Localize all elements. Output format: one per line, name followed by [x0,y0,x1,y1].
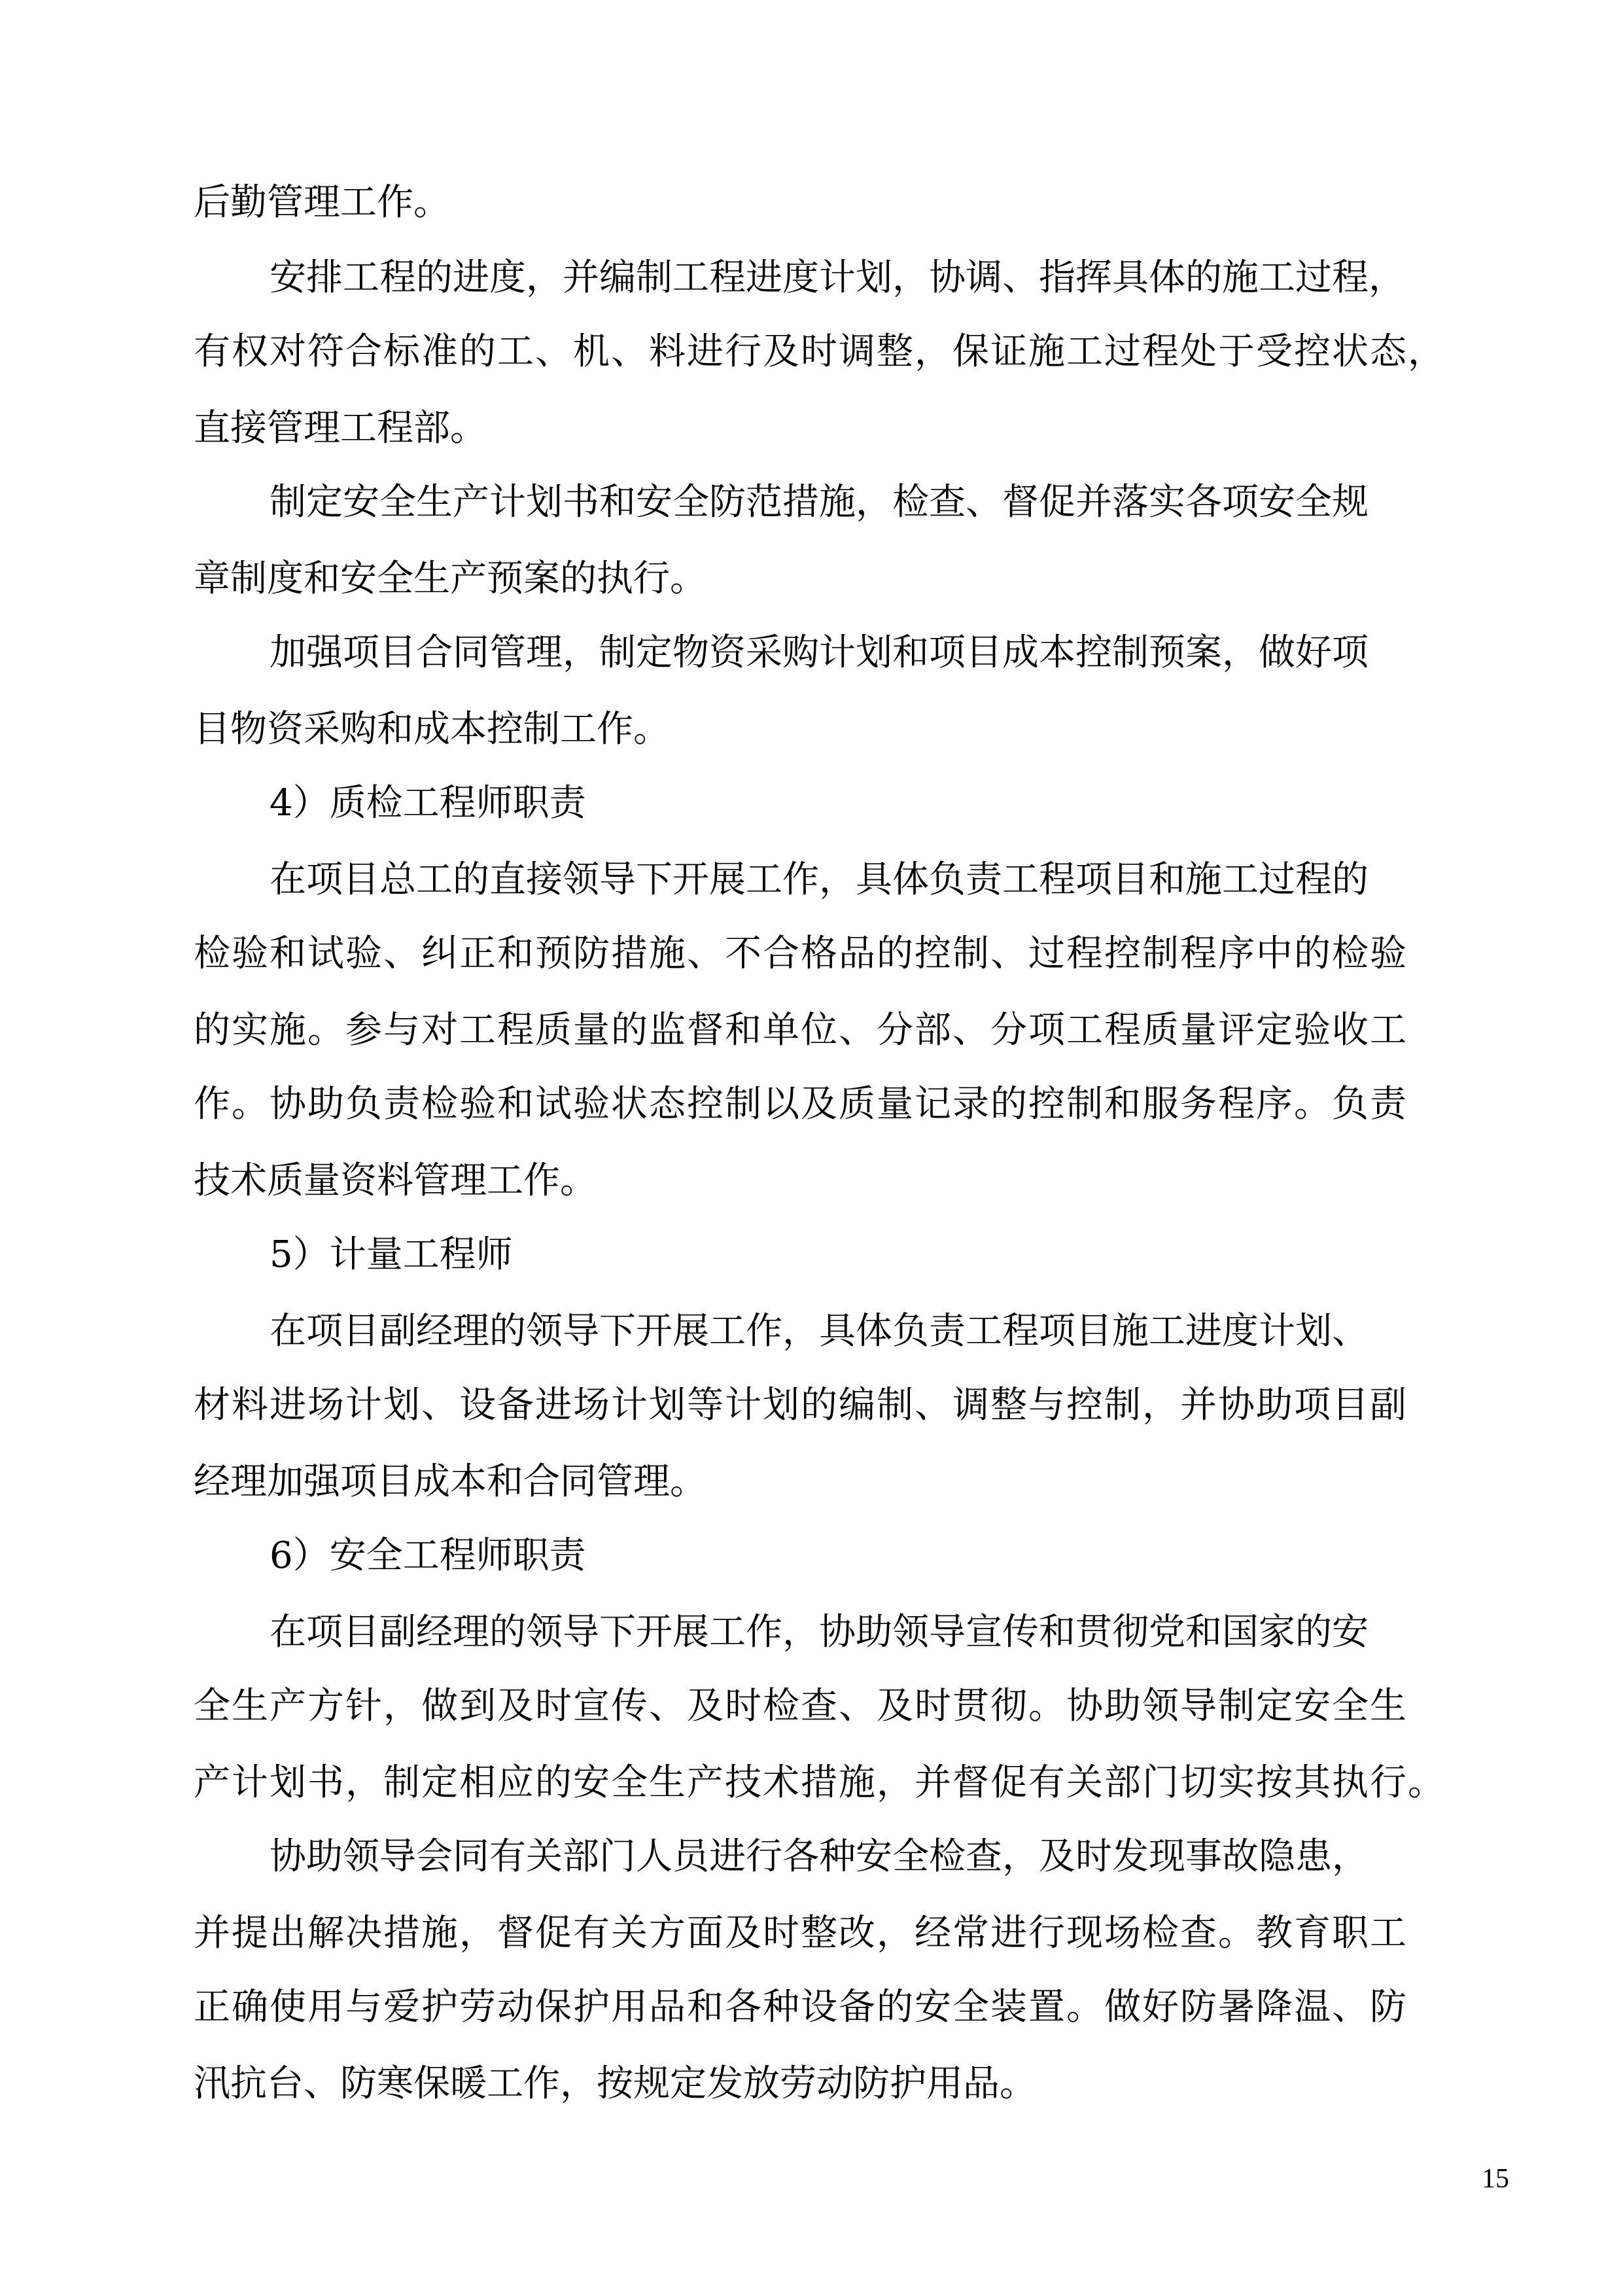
text-line: 后勤管理工作。 [194,181,450,224]
text-line: 产计划书，制定相应的安全生产技术措施，并督促有关部门切实按其执行。 [194,1761,1446,1804]
text-line: 全生产方针，做到及时宣传、及时检查、及时贯彻。协助领导制定安全生 [194,1685,1408,1727]
text-line: 在项目副经理的领导下开展工作，具体负责工程项目施工进度计划、 [270,1310,1369,1352]
text-line: 在项目副经理的领导下开展工作，协助领导宣传和贯彻党和国家的安 [270,1611,1369,1653]
text-line: 经理加强项目成本和合同管理。 [194,1460,707,1503]
section-heading: 4）质检工程师职责 [270,782,586,824]
text-line: 目物资采购和成本控制工作。 [194,708,670,751]
text-line: 制定安全生产计划书和安全防范措施，检查、督促并落实各项安全规 [270,481,1369,523]
text-line: 汛抗台、防寒保暖工作，按规定发放劳动防护用品。 [194,2062,1036,2105]
text-line: 的实施。参与对工程质量的监督和单位、分部、分项工程质量评定验收工 [194,1009,1408,1051]
text-line: 协助领导会同有关部门人员进行各种安全检查，及时发现事故隐患， [270,1835,1369,1878]
section-heading: 5）计量工程师 [270,1233,513,1276]
text-line: 安排工程的进度，并编制工程进度计划，协调、指挥具体的施工过程， [270,256,1405,299]
page-number: 15 [1482,2164,1509,2194]
text-line: 作。协助负责检验和试验状态控制以及质量记录的控制和服务程序。负责 [194,1083,1408,1125]
text-line: 材料进场计划、设备进场计划等计划的编制、调整与控制，并协助项目副 [194,1384,1408,1426]
text-line: 有权对符合标准的工、机、料进行及时调整，保证施工过程处于受控状态， [194,330,1446,373]
text-line: 检验和试验、纠正和预防措施、不合格品的控制、过程控制程序中的检验 [194,932,1408,975]
text-line: 章制度和安全生产预案的执行。 [194,557,707,600]
text-line: 加强项目合同管理，制定物资采购计划和项目成本控制预案，做好项 [270,631,1369,674]
text-line: 并提出解决措施，督促有关方面及时整改，经常进行现场检查。教育职工 [194,1912,1408,1954]
text-line: 在项目总工的直接领导下开展工作，具体负责工程项目和施工过程的 [270,858,1369,901]
text-line: 技术质量资料管理工作。 [194,1159,597,1202]
section-heading: 6）安全工程师职责 [270,1534,586,1577]
text-line: 正确使用与爱护劳动保护用品和各种设备的安全装置。做好防暑降温、防 [194,1986,1408,2028]
text-line: 直接管理工程部。 [194,407,487,450]
